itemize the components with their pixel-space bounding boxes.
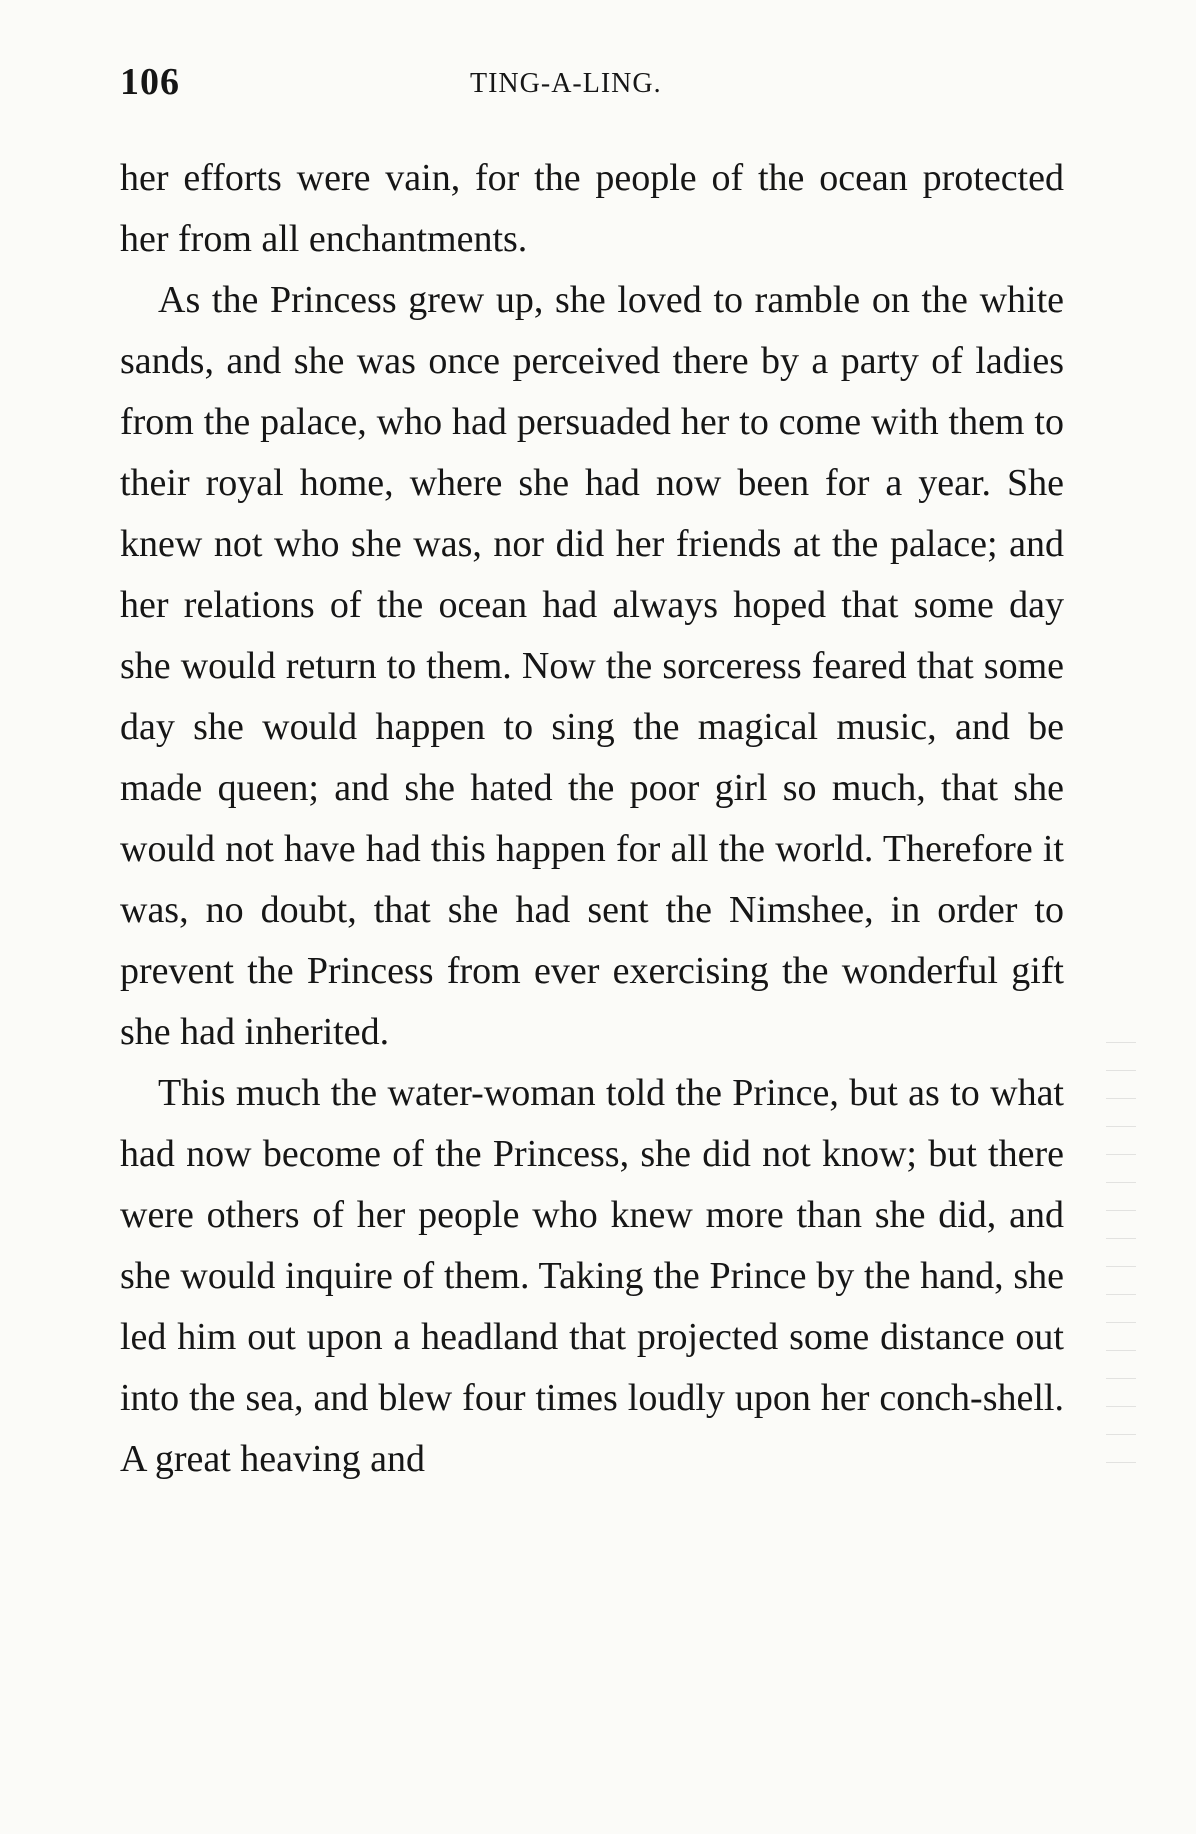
running-head	[120, 58, 1064, 106]
paragraph-continuation: her efforts were vain, for the people of the ocean protected her from all enchantments.	[120, 157, 1064, 260]
page-number: 106	[120, 61, 180, 103]
running-title: TING-A-LING.	[470, 68, 662, 99]
body-text	[120, 148, 1064, 1490]
paragraph-water-woman: This much the water-woman told the Prince, but as to what had now become of the Princess, she did not know; but there were others of her people who knew more than she did, and she would inquire of them. Taking the Prince by the hand, she led him out upon a headland that projected some distance out into the sea, and blew four times loudly upon her conch-shell. A great heaving and	[120, 1072, 1064, 1480]
page-edge-marks	[1106, 1030, 1136, 1490]
paragraph-princess-history: As the Princess grew up, she loved to ramble on the white sands, and she was once perceived there by a party of ladies from the palace, who had persuaded her to come with them to their royal home, where she had now been for a year. She knew not who she was, nor did her friends at the palace; and her relations of the ocean had always hoped that some day she would return to them. Now the sorceress feared that some day she would happen to sing the magical music, and be made queen; and she hated the poor girl so much, that she would not have had this happen for all the world. Therefore it was, no doubt, that she had sent the Nimshee, in order to prevent the Princess from ever exercising the wonderful gift she had inherited.	[120, 279, 1064, 1053]
